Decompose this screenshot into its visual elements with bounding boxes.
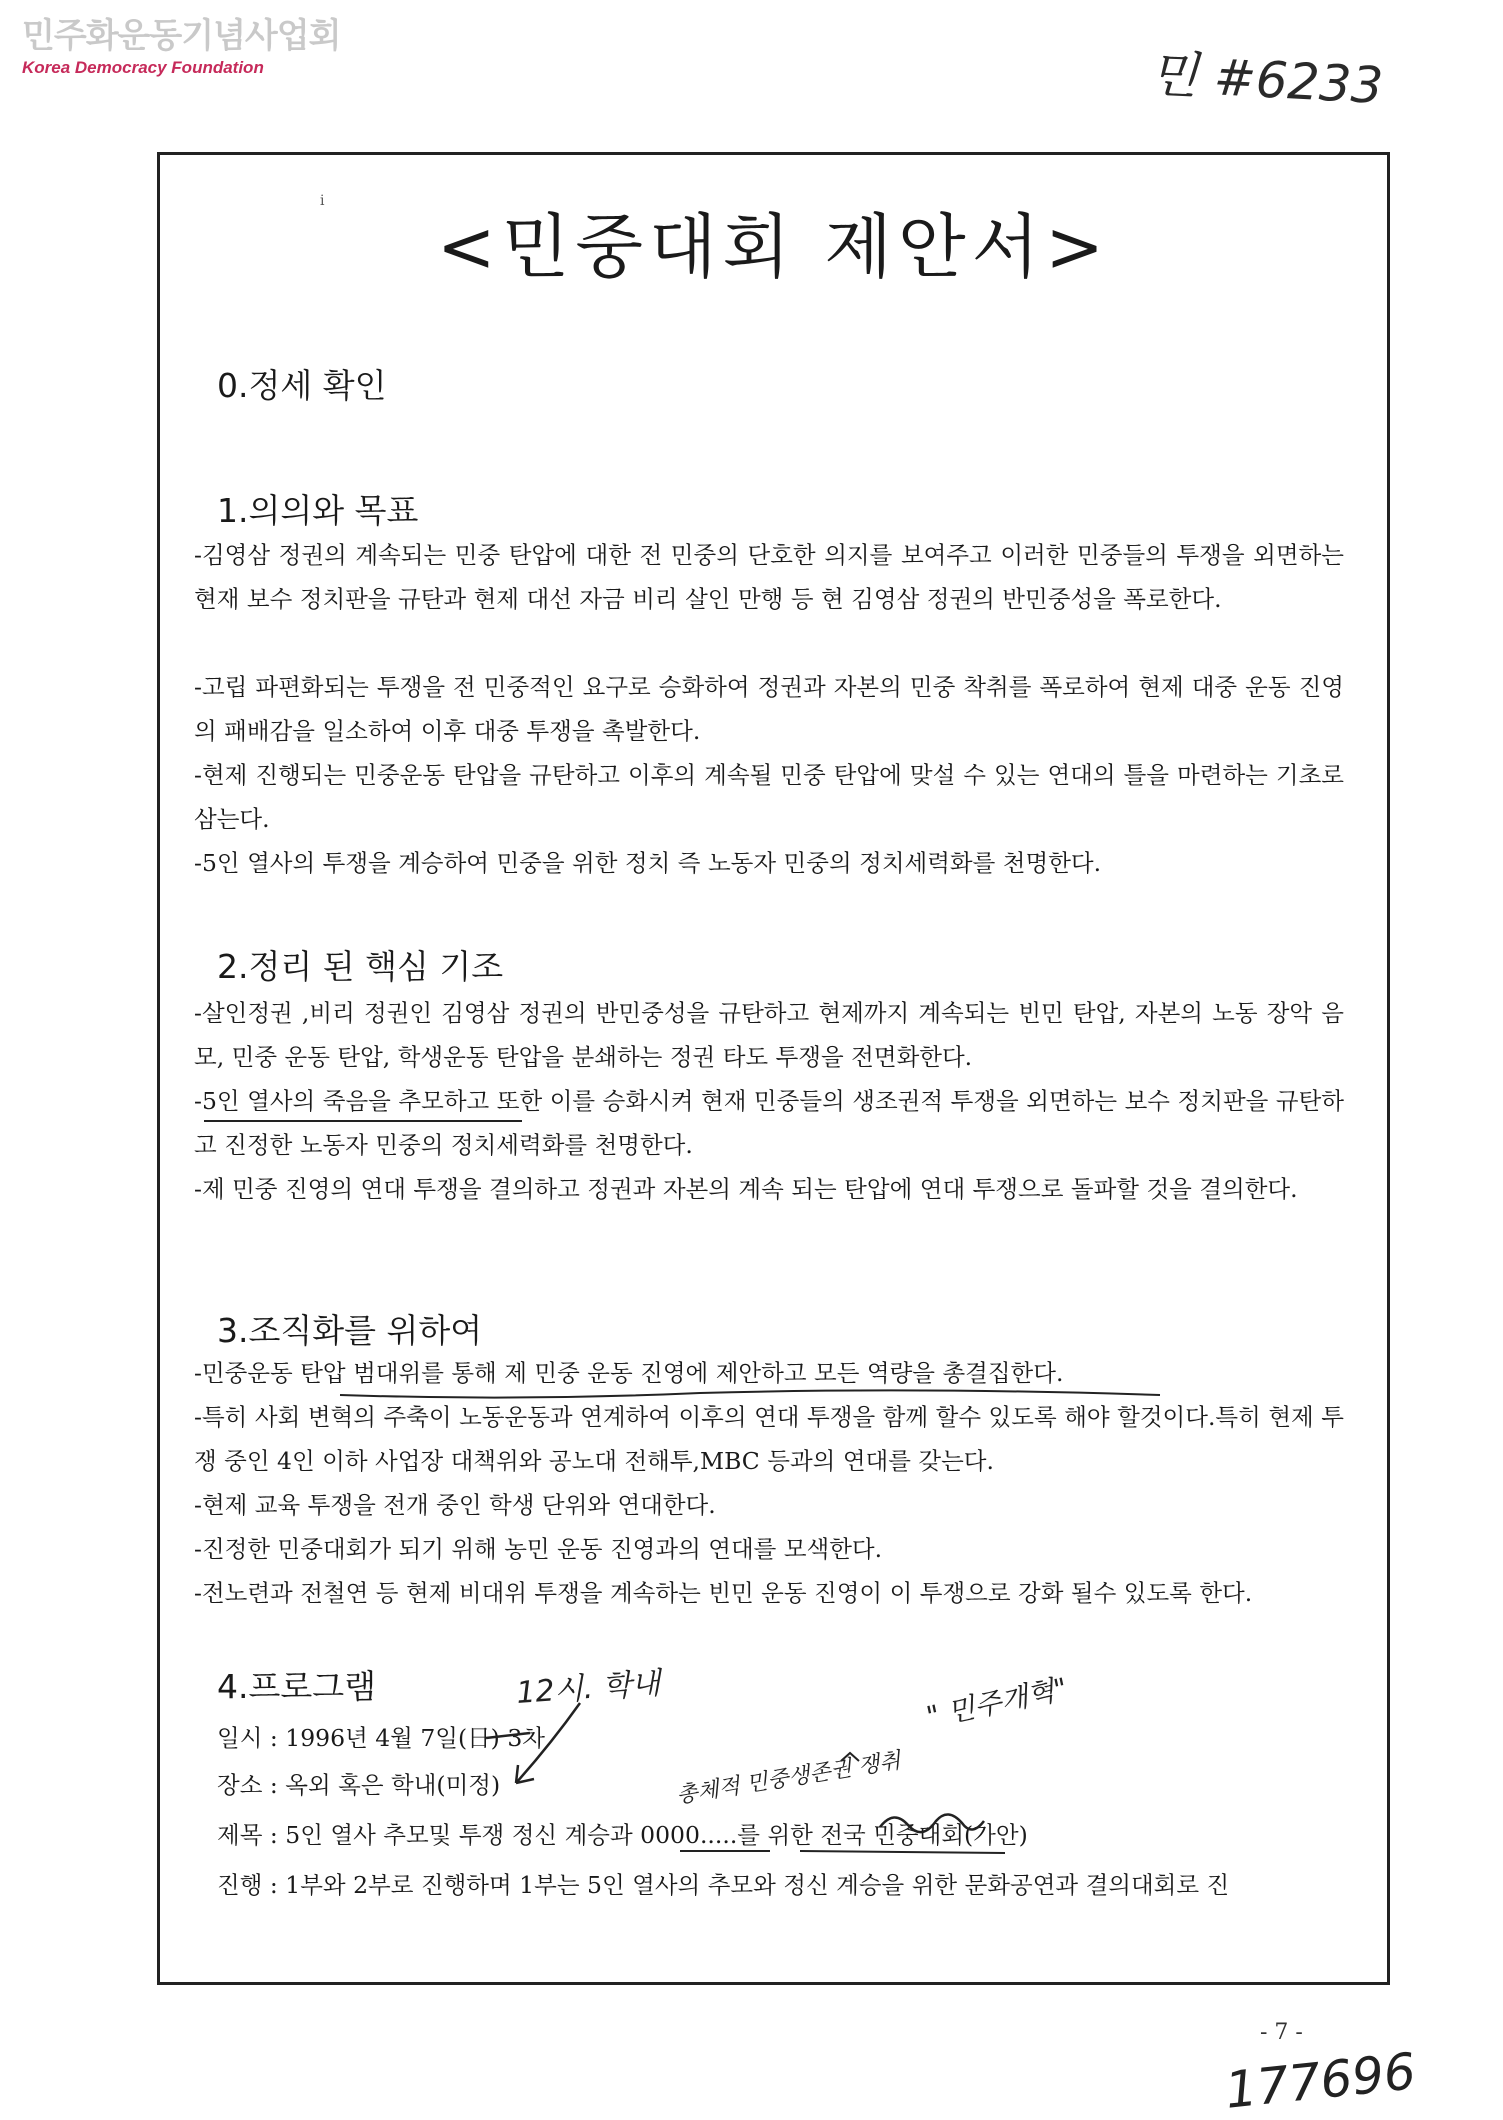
section-1-paragraph: -김영삼 정권의 계속되는 민중 탄압에 대한 전 민중의 단호한 의지를 보여주고 이러한 민중들의 투쟁을 외면하는 현재 보수 정치판을 규탄과 현제 대선 자금 비리 살인 만행 등 현 김영삼 정권의 반민중성을 폭로한다. [194,541,1344,613]
document-title: <민중대회 제안서> [437,206,1110,288]
stray-mark: i [320,193,325,209]
stamp-number: 177696 [1222,2042,1419,2120]
program-date: 일시 : 1996년 4월 7일(日) 3차 [217,1724,545,1752]
section-3-paragraph: -민중운동 탄압 범대위를 통해 제 민중 운동 진영에 제안하고 모든 역량을 총결집한다. [194,1359,1064,1387]
logo-english-name: Korea Democracy Foundation [22,58,264,77]
archive-number: 민 #6233 [1148,44,1385,116]
section-2-paragraph: -살인정권 ,비리 정권인 김영삼 정권의 반민중성을 규탄하고 현제까지 계속되는 빈민 탄압, 자본의 노동 장악 음모, 민중 운동 탄압, 학생운동 탄압을 분쇄하는 정권 타도 투쟁을 전면화한다. [194,999,1344,1071]
foundation-logo [22,16,340,78]
section-3-paragraph: -현제 교육 투쟁을 전개 중인 학생 단위와 연대한다. [194,1491,716,1519]
section-3-heading: 3.조직화를 위하여 [217,1311,483,1350]
section-4-heading: 4.프로그램 [217,1667,376,1706]
page-number: - 7 - [1260,2020,1303,2045]
section-1-paragraph: -현제 진행되는 민중운동 탄압을 규탄하고 이후의 계속될 민중 탄압에 맞설 수 있는 연대의 틀을 마련하는 기초로 삼는다. [194,761,1344,833]
program-place: 장소 : 옥외 혹은 학내(미정) [217,1771,501,1799]
handwritten-democracy-note: " 민주개혁" [923,1671,1071,1734]
section-2-heading: 2.정리 된 핵심 기조 [217,947,504,986]
handwritten-title-note: 총체적 민중생존권 쟁취 [674,1748,903,1809]
logo-korean-name: 민주화운동기념사업회 [22,16,341,56]
document-frame [157,152,1390,1985]
section-3-paragraph: -특히 사회 변혁의 주축이 노동운동과 연계하여 이후의 연대 투쟁을 함께 할수 있도록 해야 할것이다.특히 현제 투쟁 중인 4인 이하 사업장 대책위와 공노대 전해투,MBC 등과의 연대를 갖는다. [194,1403,1344,1475]
program-subject: 제목 : 5인 열사 추모및 투쟁 정신 계승과 0000.....를 위한 전국 민중대회(가안) [217,1821,1028,1849]
program-progress: 진행 : 1부와 2부로 진행하며 1부는 5인 열사의 추모와 정신 계승을 위한 문화공연과 결의대회로 진 [217,1871,1230,1899]
section-1-heading: 1.의의와 목표 [217,491,419,530]
section-2-paragraph: -5인 열사의 죽음을 추모하고 또한 이를 승화시켜 현재 민중들의 생조권적 투쟁을 외면하는 보수 정치판을 규탄하고 진정한 노동자 민중의 정치세력화를 천명한다. [194,1087,1344,1159]
section-3-paragraph: -진정한 민중대회가 되기 위해 농민 운동 진영과의 연대를 모색한다. [194,1535,883,1563]
section-3-paragraph: -전노련과 전철연 등 현제 비대위 투쟁을 계속하는 빈민 운동 진영이 이 투쟁으로 강화 될수 있도록 한다. [194,1579,1253,1607]
section-0-heading: 0.정세 확인 [217,366,387,405]
section-1-paragraph: -5인 열사의 투쟁을 계승하여 민중을 위한 정치 즉 노동자 민중의 정치세력화를 천명한다. [194,849,1102,877]
handwritten-time-note: 12시. 학내 [515,1666,662,1711]
section-2-paragraph: -제 민중 진영의 연대 투쟁을 결의하고 정권과 자본의 계속 되는 탄압에 연대 투쟁으로 돌파할 것을 결의한다. [194,1175,1298,1203]
section-1-paragraph: -고립 파편화되는 투쟁을 전 민중적인 요구로 승화하여 정권과 자본의 민중 착취를 폭로하여 현제 대중 운동 진영의 패배감을 일소하여 이후 대중 투쟁을 촉발한다. [194,673,1344,745]
